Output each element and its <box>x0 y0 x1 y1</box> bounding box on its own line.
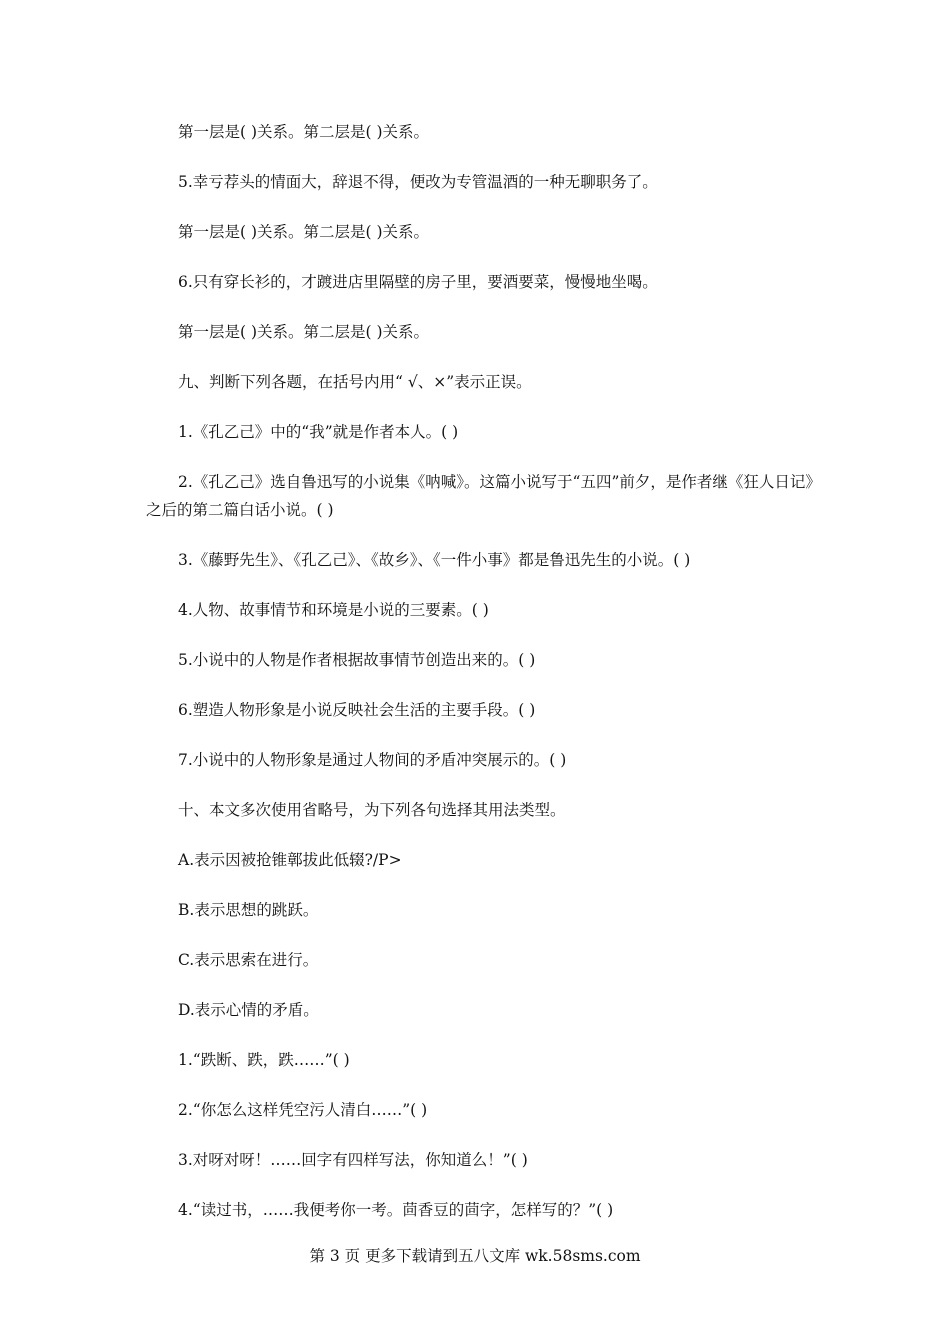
question-item: 3.对呀对呀！……回字有四样写法，你知道么！”( ) <box>178 1151 528 1169</box>
question-item: 4.人物、故事情节和环境是小说的三要素。( ) <box>178 601 489 619</box>
question-item: 5.小说中的人物是作者根据故事情节创造出来的。( ) <box>178 651 536 669</box>
document-body <box>146 118 818 1246</box>
question-item: 3.《藤野先生》、《孔乙己》、《故乡》、《一件小事》都是鲁迅先生的小说。( ) <box>178 551 691 569</box>
question-item: 4.“读过书，……我便考你一考。茴香豆的茴字，怎样写的？”( ) <box>178 1201 614 1219</box>
section-heading: 十、本文多次使用省略号，为下列各句选择其用法类型。 <box>178 801 566 819</box>
page-footer: 第 3 页 更多下载请到五八文库 wk.58sms.com <box>309 1247 641 1265</box>
question-item: 2.“你怎么这样凭空污人清白……”( ) <box>178 1101 428 1119</box>
answer-line: 第一层是( )关系。第二层是( )关系。 <box>178 123 430 141</box>
answer-line: 第一层是( )关系。第二层是( )关系。 <box>178 323 430 341</box>
question-item: 1.《孔乙己》中的“我”就是作者本人。( ) <box>178 423 459 441</box>
option-item: B.表示思想的跳跃。 <box>178 901 319 919</box>
option-item: A.表示因被抢锥鄣拔此低辍?/P> <box>178 851 402 869</box>
section-heading: 九、判断下列各题，在括号内用“ √、×”表示正误。 <box>178 373 532 391</box>
option-item: C.表示思索在进行。 <box>178 951 319 969</box>
question-item: 7.小说中的人物形象是通过人物间的矛盾冲突展示的。( ) <box>178 751 567 769</box>
question-item: 1.“跌断、跌，跌……”( ) <box>178 1051 350 1069</box>
question-item: 6.塑造人物形象是小说反映社会生活的主要手段。( ) <box>178 701 536 719</box>
question-item: 5.幸亏荐头的情面大，辞退不得，便改为专管温酒的一种无聊职务了。 <box>178 173 658 191</box>
question-item: 2.《孔乙己》选自鲁迅写的小说集《呐喊》。这篇小说写于“五四”前夕，是作者继《狂人日记》之后的第二篇白话小说。( ) <box>146 473 814 519</box>
answer-line: 第一层是( )关系。第二层是( )关系。 <box>178 223 430 241</box>
question-item: 6.只有穿长衫的，才踱进店里隔壁的房子里，要酒要菜，慢慢地坐喝。 <box>178 273 658 291</box>
option-item: D.表示心情的矛盾。 <box>178 1001 319 1019</box>
